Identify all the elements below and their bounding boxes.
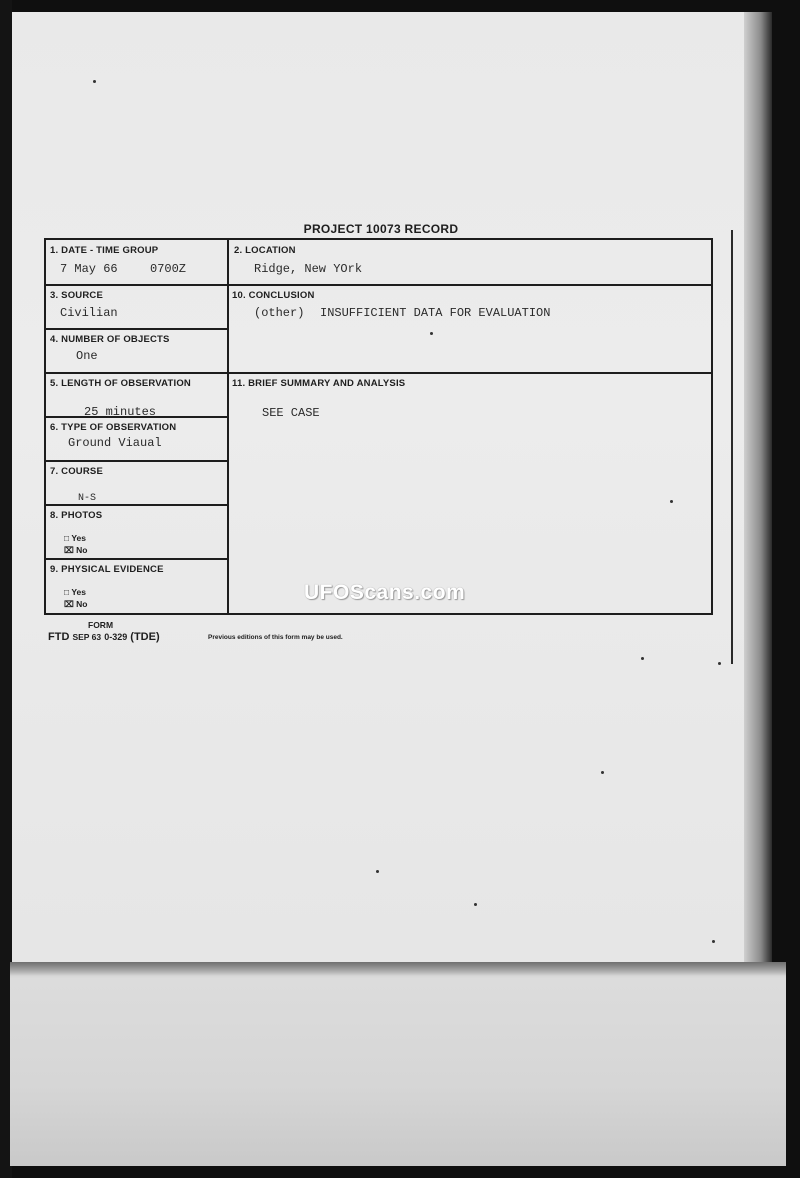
scan-speck [718, 662, 721, 665]
number-of-objects-value: One [76, 349, 98, 363]
photos-no-label: No [76, 545, 88, 555]
conclusion-value: INSUFFICIENT DATA FOR EVALUATION [320, 306, 551, 320]
photos-yes-label: Yes [71, 533, 87, 543]
photos-label: 8. PHOTOS [50, 510, 103, 521]
physical-evidence-yes-label: Yes [71, 587, 87, 597]
form-id-prefix: FTD [48, 631, 70, 643]
scan-speck [93, 80, 96, 83]
conclusion-label: 10. CONCLUSION [232, 290, 315, 301]
checkbox-empty-icon: □ [64, 533, 70, 543]
form-date: SEP 63 [72, 632, 102, 642]
checkbox-empty-icon: □ [64, 587, 70, 597]
row-divider [46, 284, 713, 286]
checkbox-checked-icon: ⌧ [64, 599, 74, 609]
photos-no-option [64, 545, 88, 556]
scan-speck [601, 771, 604, 774]
length-of-observation-value: 25 minutes [84, 405, 157, 419]
form-number: 0-329 [104, 632, 128, 642]
date-time-group-label: 1. DATE - TIME GROUP [50, 245, 159, 256]
row-divider [46, 460, 228, 462]
summary-value: SEE CASE [262, 406, 320, 420]
document-title: PROJECT 10073 RECORD [303, 222, 459, 236]
date-value: 7 May 66 [60, 262, 118, 276]
physical-evidence-no-label: No [76, 599, 88, 609]
record-form [44, 238, 713, 615]
time-value: 0700Z [150, 262, 187, 276]
type-of-observation-value: Ground Viaual [68, 436, 162, 450]
type-of-observation-label: 6. TYPE OF OBSERVATION [50, 422, 177, 433]
form-org: (TDE) [130, 631, 160, 643]
source-label: 3. SOURCE [50, 290, 104, 301]
page-edge-shadow [744, 12, 772, 972]
scan-speck [670, 500, 673, 503]
source-value: Civilian [60, 306, 118, 320]
form-word: FORM [88, 620, 114, 630]
length-of-observation-label: 5. LENGTH OF OBSERVATION [50, 378, 191, 389]
row-divider [46, 328, 228, 330]
row-divider [46, 372, 713, 374]
location-value: Ridge, New YOrk [254, 262, 363, 276]
scan-speck [376, 870, 379, 873]
number-of-objects-label: 4. NUMBER OF OBJECTS [50, 334, 170, 345]
physical-evidence-label: 9. PHYSICAL EVIDENCE [50, 564, 164, 575]
course-value: N-S [78, 493, 97, 504]
row-divider [46, 504, 228, 506]
course-label: 7. COURSE [50, 466, 104, 477]
physical-evidence-yes-option [64, 587, 86, 597]
photos-yes-option [64, 533, 86, 543]
scan-speck [474, 903, 477, 906]
watermark: UFOScans.com [304, 581, 466, 604]
form-identifier [48, 631, 160, 643]
physical-evidence-no-option [64, 599, 88, 610]
scan-speck [430, 332, 433, 335]
scan-speck [712, 940, 715, 943]
summary-label: 11. BRIEF SUMMARY AND ANALYSIS [232, 378, 406, 389]
margin-rule [731, 230, 733, 664]
scan-speck [641, 657, 644, 660]
checkbox-checked-icon: ⌧ [64, 545, 74, 555]
location-label: 2. LOCATION [234, 245, 296, 256]
scan-bottom-strip [10, 962, 786, 1166]
row-divider [46, 558, 228, 560]
form-note: Previous editions of this form may be used. [208, 634, 343, 641]
page-bottom-shadow [10, 962, 786, 976]
conclusion-qualifier: (other) [254, 306, 305, 320]
